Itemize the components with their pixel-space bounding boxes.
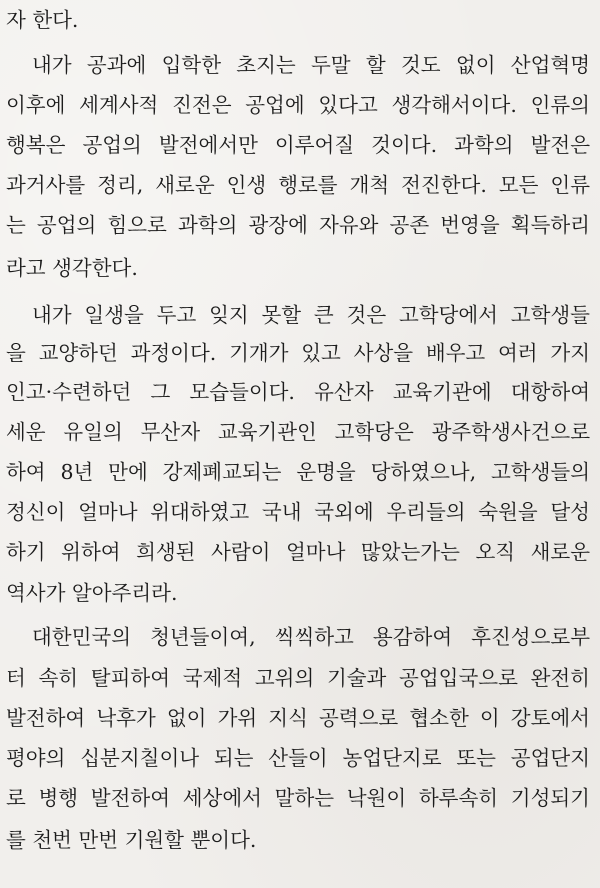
text-line: 역사가 알아주리라. [6, 581, 178, 605]
text-line: 라고 생각한다. [6, 256, 138, 280]
text-line: 과거사를 정리, 새로운 인생 행로를 개척 전진한다. 모든 인류 [6, 173, 590, 197]
text-line: 내가 공과에 입학한 초지는 두말 할 것도 없이 산업혁명 [32, 53, 590, 77]
text-line: 는 공업의 힘으로 과학의 광장에 자유와 공존 번영을 획득하리 [6, 213, 590, 237]
text-line: 행복은 공업의 발전에서만 이루어질 것이다. 과학의 발전은 [6, 133, 590, 157]
text-line: 내가 일생을 두고 잊지 못할 큰 것은 고학당에서 고학생들 [32, 303, 590, 327]
text-line: 대한민국의 청년들이여, 씩씩하고 용감하여 후진성으로부 [32, 625, 590, 649]
text-line: 이후에 세계사적 진전은 공업에 있다고 생각해서이다. 인류의 [6, 93, 590, 117]
text-line: 을 교양하던 과정이다. 기개가 있고 사상을 배우고 여러 가지 [6, 341, 590, 365]
text-line: 하여 8년 만에 강제폐교되는 운명을 당하였으나, 고학생들의 [6, 460, 590, 484]
text-line: 자 한다. [6, 8, 79, 32]
text-line: 세운 유일의 무산자 교육기관인 고학당은 광주학생사건으로 [6, 420, 590, 444]
text-line: 평야의 십분지칠이나 되는 산들이 농업단지로 또는 공업단지 [6, 746, 590, 770]
text-line: 인고·수련하던 그 모습들이다. 유산자 교육기관에 대항하여 [6, 380, 590, 404]
text-line: 터 속히 탈피하여 국제적 고위의 기술과 공업입국으로 완전히 [6, 666, 590, 690]
text-line: 로 병행 발전하여 세상에서 말하는 낙원이 하루속히 기성되기 [6, 786, 590, 810]
text-line: 발전하여 낙후가 없이 가위 지식 공력으로 협소한 이 강토에서 [6, 706, 590, 730]
text-line: 를 천번 만번 기원할 뿐이다. [6, 828, 257, 852]
text-line: 하기 위하여 희생된 사람이 얼마나 많았는가는 오직 새로운 [6, 540, 590, 564]
text-line: 정신이 얼마나 위대하였고 국내 국외에 우리들의 숙원을 달성 [6, 500, 590, 524]
